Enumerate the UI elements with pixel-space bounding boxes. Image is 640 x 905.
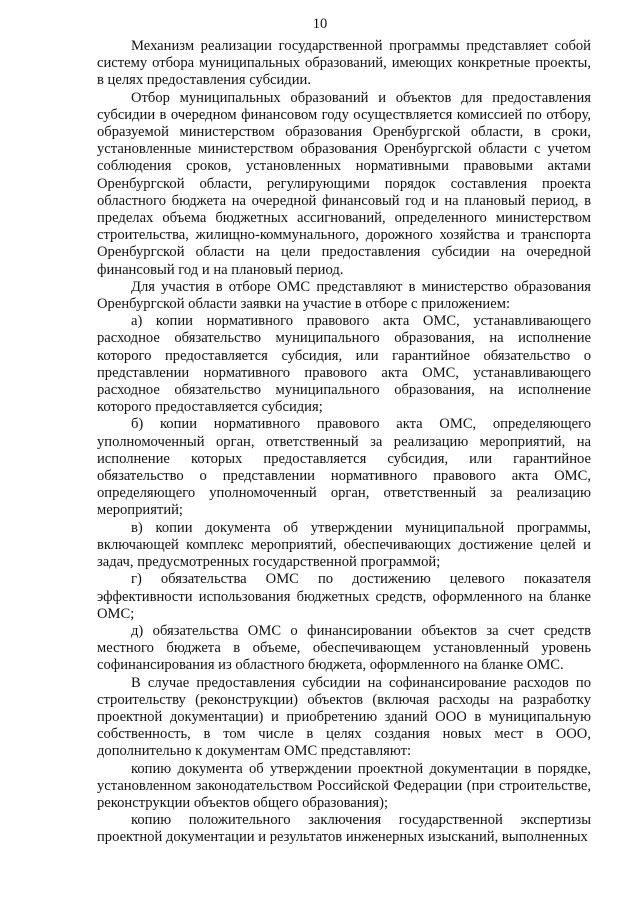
paragraph-expertise-copy: копию положительного заключения государственной экспертизы проектной документации и результатов инженерных изысканий, выполненных bbox=[97, 812, 591, 846]
paragraph-design-docs-copy: копию документа об утверждении проектной документации в порядке, установленном законодательством Российской Федерации (при строительстве, реконструкции объектов общего образования); bbox=[97, 760, 591, 811]
list-item-d: д) обязательства ОМС о финансировании объектов за счет средств местного бюджета в объеме, обеспечивающем установленный уровень софинансирования из областного бюджета, оформленного на бланке ОМС. bbox=[97, 622, 591, 674]
list-item-g: г) обязательства ОМС по достижению целевого показателя эффективности использования бюджетных средств, оформленного на бланке ОМС; bbox=[97, 571, 591, 622]
paragraph-application-intro: Для участия в отборе ОМС представляют в министерство образования Оренбургской области заявки на участие в отборе с приложением: bbox=[97, 278, 591, 313]
list-item-v: в) копии документа об утверждении муниципальной программы, включающей комплекс мероприятий, обеспечивающих достижение целей и задач, предусмотренных государственной программой; bbox=[97, 519, 591, 571]
page-number: 10 bbox=[312, 16, 328, 32]
list-item-b: б) копии нормативного правового акта ОМС, определяющего уполномоченный орган, ответственный за реализацию мероприятий, на исполнение которых предоставляется субсидия, или гарантийное обязательство о представлении нормативного правового акта ОМС, определяющего уполномоченный орган, ответственный за реализацию мероприятий; bbox=[97, 416, 591, 519]
paragraph-construction-case: В случае предоставления субсидии на софинансирование расходов по строительству (реконструкции) объектов (включая расходы на разработку проектной документации) и приобретению зданий ООО в муниципальную собственность, в том числе в целях создания новых мест в ООО, дополнительно к документам ОМС представляют: bbox=[97, 674, 591, 760]
list-item-a: а) копии нормативного правового акта ОМС, устанавливающего расходное обязательство муниципального образования, на исполнение которого предоставляется субсидия, или гарантийное обязательство о представлении нормативного правового акта ОМС, устанавливающего расходное обязательство муниципального образования, на исполнение которого предоставляется субсидия; bbox=[97, 313, 591, 416]
paragraph-selection-commission: Отбор муниципальных образований и объектов для предоставления субсидии в очередном финансовом году осуществляется комиссией по отбору, образуемой министерством образования Оренбургской области, в сроки, установленные министерством образования Оренбургской области с учетом соблюдения сроков, установленных нормативными правовыми актами Оренбургской области, регулирующими порядок составления проекта областного бюджета на очередной финансовый год и на плановый период, в пределах объема бюджетных ассигнований, определенного министерством строительства, жилищно-коммунального, дорожного хозяйства и транспорта Оренбургской области на цели предоставления субсидии на очередной финансовый год и на плановый период. bbox=[97, 89, 591, 278]
paragraph-program-mechanism: Механизм реализации государственной программы представляет собой систему отбора муниципальных образований, имеющих конкретные проекты, в целях предоставления субсидии. bbox=[97, 38, 591, 89]
document-body bbox=[97, 38, 591, 847]
